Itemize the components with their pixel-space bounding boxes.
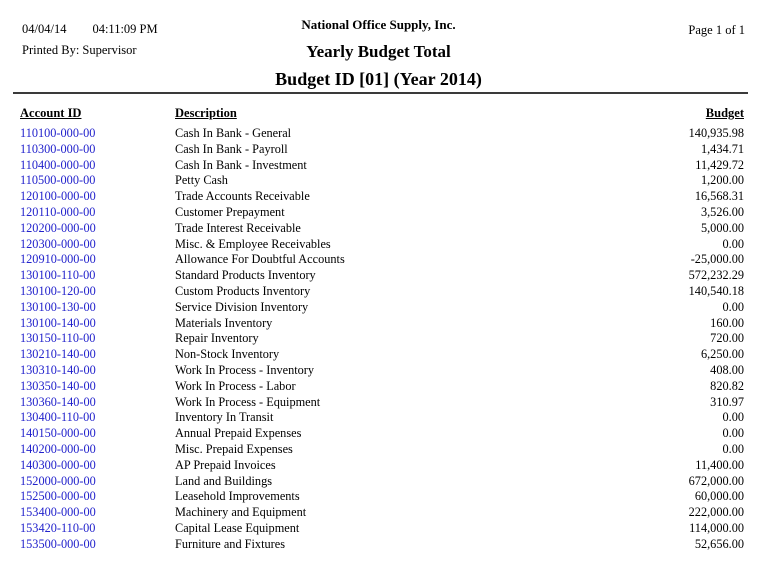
description-cell: Cash In Bank - Investment [175, 157, 307, 172]
budget-cell: 408.00 [710, 362, 744, 377]
description-cell: Materials Inventory [175, 315, 273, 330]
table-row [0, 474, 757, 490]
table-row [0, 363, 757, 379]
budget-table-body [0, 126, 757, 553]
table-row [0, 284, 757, 300]
budget-table [0, 105, 757, 553]
description-cell: Standard Products Inventory [175, 268, 316, 283]
budget-cell: 1,434.71 [700, 141, 744, 156]
description-cell: Cash In Bank - General [175, 126, 292, 140]
account-id-link[interactable]: 130310-140-00 [20, 362, 96, 377]
account-id-link[interactable]: 110100-000-00 [20, 126, 96, 140]
report-subtitle: Budget ID [01] (Year 2014) [275, 69, 482, 89]
budget-cell: 0.00 [722, 426, 744, 441]
account-id-link[interactable]: 120100-000-00 [20, 189, 96, 204]
description-cell: Furniture and Fixtures [175, 536, 285, 551]
account-id-link[interactable]: 153420-110-00 [20, 520, 96, 535]
description-cell: AP Prepaid Invoices [175, 457, 276, 472]
budget-cell: 0.00 [722, 441, 744, 456]
budget-cell: 222,000.00 [688, 505, 744, 520]
budget-cell: 1,200.00 [700, 173, 744, 188]
budget-cell: 60,000.00 [694, 489, 744, 504]
description-cell: Custom Products Inventory [175, 283, 311, 298]
description-cell: Misc. & Employee Receivables [175, 236, 331, 251]
description-cell: Work In Process - Inventory [175, 362, 315, 377]
account-id-link[interactable]: 152000-000-00 [20, 473, 96, 488]
table-row [0, 395, 757, 411]
account-id-link[interactable]: 120110-000-00 [20, 204, 96, 219]
table-row [0, 142, 757, 158]
budget-cell: 720.00 [710, 331, 744, 346]
print-date: 04/04/14 [22, 22, 67, 36]
account-id-link[interactable]: 130100-110-00 [20, 268, 96, 283]
account-id-link[interactable]: 153500-000-00 [20, 536, 96, 551]
account-id-link[interactable]: 140200-000-00 [20, 441, 96, 456]
description-cell: Leasehold Improvements [175, 489, 300, 504]
account-id-link[interactable]: 130400-110-00 [20, 410, 96, 425]
account-id-link[interactable]: 140150-000-00 [20, 426, 96, 441]
account-id-link[interactable]: 120910-000-00 [20, 252, 96, 267]
budget-cell: 310.97 [710, 394, 744, 409]
description-cell: Trade Accounts Receivable [175, 189, 310, 204]
description-cell: Cash In Bank - Payroll [175, 141, 288, 156]
printed-by-label: Printed By: [22, 43, 80, 57]
description-cell: Misc. Prepaid Expenses [175, 441, 293, 456]
budget-cell: 11,400.00 [695, 457, 744, 472]
table-row [0, 268, 757, 284]
table-row [0, 252, 757, 268]
page-indicator: Page 1 of 1 [688, 23, 745, 37]
table-row [0, 347, 757, 363]
account-id-link[interactable]: 110500-000-00 [20, 173, 96, 188]
description-cell: Non-Stock Inventory [175, 347, 280, 362]
table-row [0, 458, 757, 474]
description-cell: Machinery and Equipment [175, 505, 307, 520]
table-row [0, 237, 757, 253]
column-header-description: Description [175, 106, 237, 120]
table-row [0, 521, 757, 537]
table-row [0, 316, 757, 332]
account-id-link[interactable]: 110400-000-00 [20, 157, 96, 172]
table-row [0, 126, 757, 142]
account-id-link[interactable]: 130210-140-00 [20, 347, 96, 362]
header-divider [13, 92, 748, 94]
table-row [0, 442, 757, 458]
budget-cell: 672,000.00 [688, 473, 744, 488]
table-row [0, 205, 757, 221]
printed-by-value: Supervisor [82, 43, 137, 57]
description-cell: Annual Prepaid Expenses [175, 426, 302, 441]
budget-cell: 3,526.00 [700, 204, 744, 219]
account-id-link[interactable]: 130150-110-00 [20, 331, 96, 346]
description-cell: Allowance For Doubtful Accounts [175, 252, 345, 267]
account-id-link[interactable]: 120200-000-00 [20, 220, 96, 235]
budget-cell: 140,935.98 [688, 126, 744, 140]
table-row [0, 537, 757, 553]
column-header-account-id: Account ID [20, 106, 82, 120]
account-id-link[interactable]: 130360-140-00 [20, 394, 96, 409]
table-row [0, 331, 757, 347]
budget-cell: 140,540.18 [688, 283, 744, 298]
budget-cell: 114,000.00 [689, 520, 744, 535]
table-row [0, 489, 757, 505]
table-row [0, 505, 757, 521]
report-header [0, 17, 757, 90]
account-id-link[interactable]: 110300-000-00 [20, 141, 96, 156]
description-cell: Customer Prepayment [175, 204, 285, 219]
budget-cell: 820.82 [710, 378, 744, 393]
account-id-link[interactable]: 140300-000-00 [20, 457, 96, 472]
table-row [0, 221, 757, 237]
account-id-link[interactable]: 130350-140-00 [20, 378, 96, 393]
budget-cell: 572,232.29 [688, 268, 744, 283]
description-cell: Work In Process - Labor [175, 378, 296, 393]
budget-cell: 0.00 [722, 299, 744, 314]
table-row [0, 410, 757, 426]
table-row [0, 300, 757, 316]
account-id-link[interactable]: 153400-000-00 [20, 505, 96, 520]
account-id-link[interactable]: 130100-130-00 [20, 299, 96, 314]
description-cell: Petty Cash [175, 173, 228, 188]
budget-cell: 5,000.00 [700, 220, 744, 235]
description-cell: Trade Interest Receivable [175, 220, 301, 235]
account-id-link[interactable]: 120300-000-00 [20, 236, 96, 251]
account-id-link[interactable]: 130100-140-00 [20, 315, 96, 330]
budget-cell: 0.00 [722, 410, 744, 425]
report-title: Yearly Budget Total [306, 42, 451, 61]
budget-cell: 16,568.31 [694, 189, 744, 204]
description-cell: Work In Process - Equipment [175, 394, 321, 409]
description-cell: Inventory In Transit [175, 410, 274, 425]
budget-cell: 160.00 [710, 315, 744, 330]
budget-cell: -25,000.00 [690, 252, 744, 267]
budget-cell: 0.00 [722, 236, 744, 251]
company-name: National Office Supply, Inc. [301, 17, 456, 32]
table-row [0, 379, 757, 395]
budget-cell: 52,656.00 [694, 536, 744, 551]
budget-table-header [0, 105, 757, 121]
table-row [0, 189, 757, 205]
description-cell: Land and Buildings [175, 473, 273, 488]
account-id-link[interactable]: 130100-120-00 [20, 283, 96, 298]
budget-cell: 6,250.00 [700, 347, 744, 362]
table-row [0, 173, 757, 189]
description-cell: Repair Inventory [175, 331, 259, 346]
column-header-budget: Budget [705, 106, 744, 120]
account-id-link[interactable]: 152500-000-00 [20, 489, 96, 504]
table-row [0, 426, 757, 442]
description-cell: Capital Lease Equipment [175, 520, 300, 535]
budget-cell: 11,429.72 [695, 157, 744, 172]
description-cell: Service Division Inventory [175, 299, 309, 314]
print-time: 04:11:09 PM [92, 22, 158, 36]
table-row [0, 158, 757, 174]
